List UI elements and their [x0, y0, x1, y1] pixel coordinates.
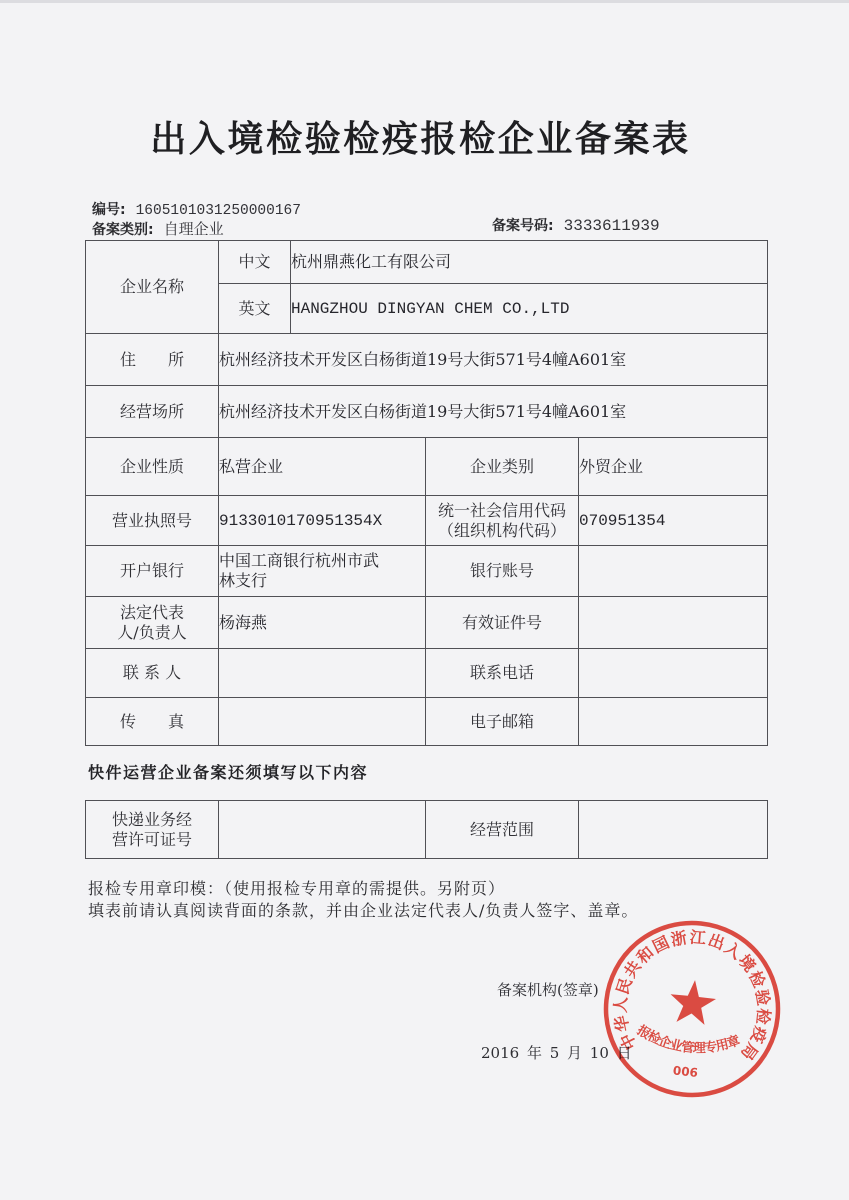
table-row-fax	[86, 698, 768, 746]
email-value	[579, 698, 768, 746]
credit-code-label-line-2: （组织机构代码）	[437, 520, 566, 540]
enterprise-nature-value: 私营企业	[219, 438, 426, 496]
agency-signature-label: 备案机构(签章)	[497, 981, 599, 999]
english-name-label: 英文	[219, 284, 291, 334]
instruction-note: 填表前请认真阅读背面的条款，并由企业法定代表人/负责人签字、盖章。	[88, 901, 639, 920]
express-permit-label	[86, 801, 219, 859]
table-row-legal-representative	[86, 597, 768, 649]
record-category-label: 备案类别:	[92, 222, 154, 238]
bank-value-line-2: 林支行	[219, 571, 268, 590]
bank-value	[219, 546, 426, 597]
business-license-label: 营业执照号	[86, 496, 219, 546]
record-number-label: 备案号码:	[492, 218, 554, 234]
credit-code-value: 070951354	[579, 496, 768, 546]
table-row-business-premises	[86, 386, 768, 438]
fax-label: 传 真	[86, 698, 219, 746]
seal-number: 006	[672, 1063, 699, 1080]
credit-code-label-line-1: 统一社会信用代码	[437, 500, 566, 520]
enterprise-type-label: 企业类别	[426, 438, 579, 496]
fax-value	[219, 698, 426, 746]
contact-label: 联 系 人	[86, 649, 219, 698]
address-label: 住 所	[86, 334, 219, 386]
id-number-value	[579, 597, 768, 649]
seal-note: 报检专用章印模：（使用报检专用章的需提供。另附页）	[88, 879, 506, 898]
express-permit-label-line-1: 快递业务经	[111, 809, 192, 829]
address-value: 杭州经济技术开发区白杨街道19号大街571号4幢A601室	[219, 334, 768, 386]
page-title: 出入境检验检疫报检企业备案表	[150, 118, 691, 160]
record-number-value: 3333611939	[563, 217, 660, 235]
chinese-name-label: 中文	[219, 241, 291, 284]
company-name-label: 企业名称	[86, 241, 219, 334]
record-category-value: 自理企业	[163, 220, 224, 238]
id-number-label: 有效证件号	[426, 597, 579, 649]
bank-value-line-1: 中国工商银行杭州市武	[219, 551, 380, 570]
bank-account-label: 银行账号	[426, 546, 579, 597]
business-premises-label: 经营场所	[86, 386, 219, 438]
record-number-line	[492, 217, 660, 235]
legal-rep-label	[86, 597, 219, 649]
bank-label: 开户银行	[86, 546, 219, 597]
business-scope-value	[579, 801, 768, 859]
email-label: 电子邮箱	[426, 698, 579, 746]
credit-code-label	[426, 496, 579, 546]
official-seal	[597, 914, 787, 1104]
legal-rep-label-line-1: 法定代表	[119, 602, 184, 622]
table-row-enterprise-nature	[86, 438, 768, 496]
seal-inner-text-path: 报检企业管理专用章	[634, 1023, 743, 1057]
serial-number-line	[92, 201, 301, 220]
seal-inner-text	[633, 1022, 744, 1062]
signature-date: 2016 年 5 月 10 日	[481, 1044, 632, 1062]
serial-number-value: 1605101031250000167	[135, 203, 301, 219]
enterprise-nature-label: 企业性质	[86, 438, 219, 496]
business-license-value: 9133010170951354X	[219, 496, 426, 546]
english-name-value: HANGZHOU DINGYAN CHEM CO.,LTD	[291, 284, 768, 334]
table-row-business-license	[86, 496, 768, 546]
serial-number-label: 编号:	[92, 202, 126, 218]
enterprise-type-value: 外贸企业	[579, 438, 768, 496]
phone-label: 联系电话	[426, 649, 579, 698]
table-row-chinese-name	[86, 241, 768, 284]
business-scope-label: 经营范围	[426, 801, 579, 859]
record-category-line	[92, 220, 224, 239]
contact-value	[219, 649, 426, 698]
seal-outer-text-path: 中华人民共和国浙江出入境检验检疫局	[610, 927, 774, 1064]
legal-rep-label-line-2: 人/负责人	[117, 622, 187, 642]
express-section-heading: 快件运营企业备案还须填写以下内容	[88, 763, 369, 782]
bank-account-value	[579, 546, 768, 597]
chinese-name-value: 杭州鼎燕化工有限公司	[291, 241, 768, 284]
express-permit-value	[219, 801, 426, 859]
express-table	[85, 800, 768, 859]
registration-table	[85, 240, 768, 746]
express-permit-label-line-2: 营许可证号	[111, 829, 192, 849]
legal-rep-value: 杨海燕	[219, 597, 426, 649]
table-row-express-permit	[86, 801, 768, 859]
seal-star-icon	[668, 978, 718, 1026]
table-row-address	[86, 334, 768, 386]
phone-value	[579, 649, 768, 698]
table-row-contact	[86, 649, 768, 698]
business-premises-value: 杭州经济技术开发区白杨街道19号大街571号4幢A601室	[219, 386, 768, 438]
table-row-bank	[86, 546, 768, 597]
scan-edge	[0, 0, 849, 3]
